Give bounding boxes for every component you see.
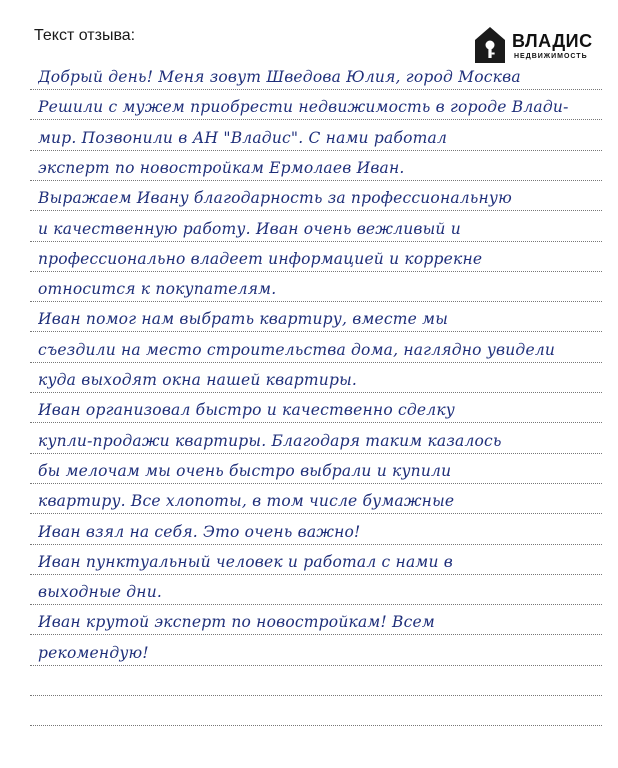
ruled-line — [30, 634, 602, 635]
ruled-line — [30, 725, 602, 726]
handwritten-line: съездили на место строительства дома, наглядно увидели — [38, 341, 556, 359]
ruled-line — [30, 392, 602, 393]
handwritten-line: бы мелочам мы очень быстро выбрали и купили — [38, 462, 452, 480]
handwritten-line: купли-продажи квартиры. Благодаря таким казалось — [38, 432, 502, 450]
handwritten-line: Иван помог нам выбрать квартиру, вместе мы — [38, 310, 449, 328]
handwritten-line: Добрый день! Меня зовут Шведова Юлия, город Москва — [38, 68, 521, 86]
ruled-line — [30, 241, 602, 242]
ruled-line — [30, 180, 602, 181]
handwritten-line: куда выходят окна нашей квартиры. — [38, 371, 358, 389]
handwritten-line: эксперт по новостройкам Ермолаев Иван. — [38, 159, 405, 177]
ruled-line — [30, 271, 602, 272]
ruled-line — [30, 695, 602, 696]
handwritten-line: Иван пунктуальный человек и работал с нами в — [38, 553, 453, 571]
handwritten-line: Иван взял на себя. Это очень важно! — [38, 523, 361, 541]
vladis-logo — [473, 25, 603, 65]
ruled-line — [30, 544, 602, 545]
ruled-line — [30, 331, 602, 332]
handwritten-line: и качественную работу. Иван очень вежливый и — [38, 220, 461, 238]
ruled-line — [30, 150, 602, 151]
ruled-line — [30, 210, 602, 211]
handwritten-line: относится к покупателям. — [38, 280, 277, 298]
ruled-line — [30, 362, 602, 363]
handwritten-line: Иван организовал быстро и качественно сделку — [38, 401, 455, 419]
handwritten-line: Решили с мужем приобрести недвижимость в городе Влади- — [38, 98, 569, 116]
ruled-line — [30, 513, 602, 514]
ruled-line — [30, 483, 602, 484]
ruled-line — [30, 89, 602, 90]
handwritten-line: Выражаем Ивану благодарность за профессиональную — [38, 189, 512, 207]
ruled-line — [30, 422, 602, 423]
ruled-line — [30, 574, 602, 575]
review-header-title: Текст отзыва: — [34, 27, 136, 44]
logo-brand-subtitle: НЕДВИЖИМОСТЬ — [514, 53, 588, 60]
ruled-line — [30, 604, 602, 605]
house-key-icon — [473, 25, 507, 65]
ruled-line — [30, 119, 602, 120]
handwritten-line: рекомендую! — [38, 644, 149, 662]
handwritten-line: Иван крутой эксперт по новостройкам! Всем — [38, 613, 435, 631]
ruled-line — [30, 301, 602, 302]
handwritten-line: мир. Позвонили в АН "Владис". С нами работал — [38, 129, 448, 147]
handwritten-line: квартиру. Все хлопоты, в том числе бумажные — [38, 492, 455, 510]
logo-brand-name: ВЛАДИС — [512, 31, 593, 51]
ruled-line — [30, 665, 602, 666]
ruled-line — [30, 453, 602, 454]
handwritten-line: профессионально владеет информацией и коррекне — [38, 250, 483, 268]
handwritten-line: выходные дни. — [38, 583, 163, 601]
